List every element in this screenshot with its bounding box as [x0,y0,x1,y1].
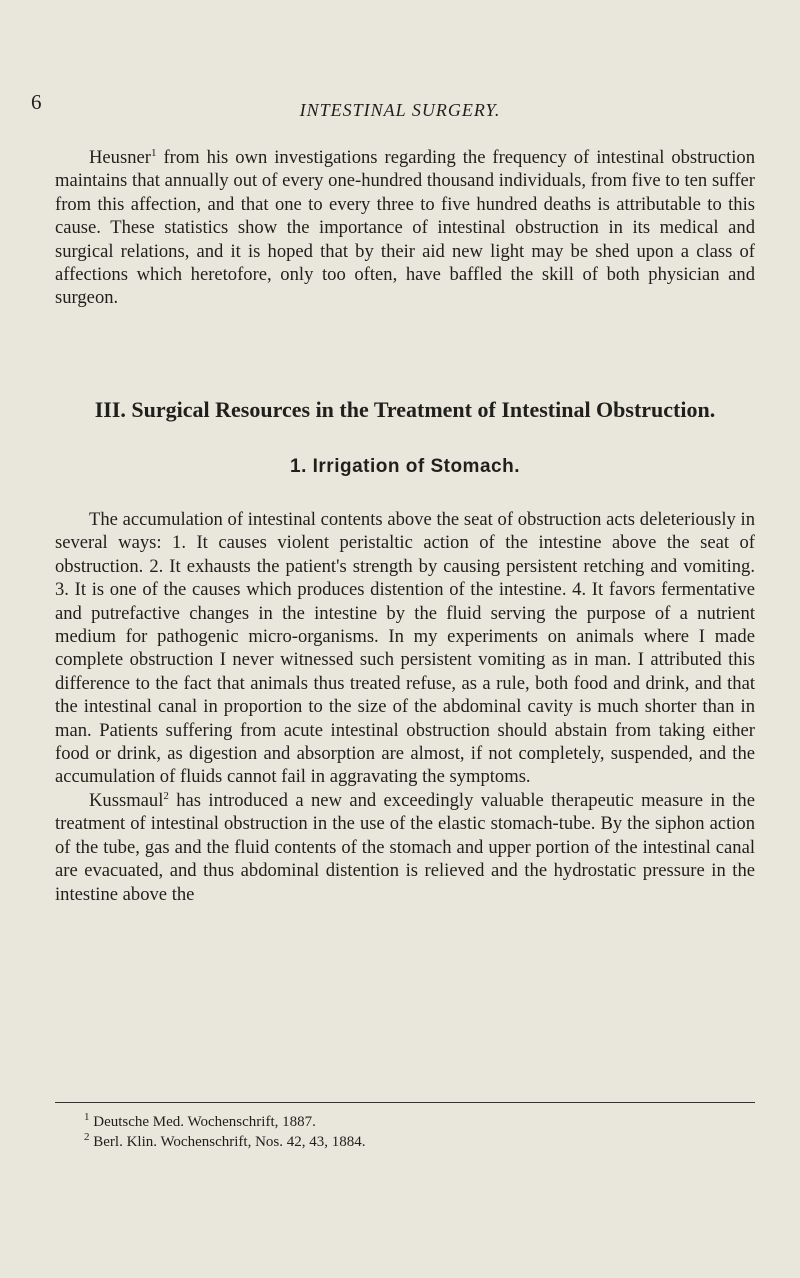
footnote-2 [84,1132,744,1152]
footnote-divider [55,1102,755,1103]
author-heusner: Heusner [89,147,151,168]
footnote-text-1: Deutsche Med. Wochenschrift, 1887. [89,1114,316,1130]
paragraph-heusner-text: from his own investigations regarding the frequency of intestinal obstruction maintains that annually out of every one-hundred thousand individuals, from five to ten suffer from this affection, and that one to every three to five hundred deaths is attributable to this cause. These statistics show the importance of intestinal obstruction in its medical and surgical relations, and it is hoped that by their aid new light may be shed upon a class of affections which heretofore, only too often, have baffled the skill of both physician and surgeon. [55,147,755,309]
footnote-ref-2: 2 [163,789,169,802]
page-number: 6 [31,90,42,114]
main-text-block [55,508,755,906]
footnote-mark-2: 2 [84,1131,90,1143]
paragraph-kussmaul [55,789,755,906]
footnotes [84,1112,744,1152]
subsection-heading: 1. Irrigation of Stomach. [290,456,520,477]
author-kussmaul: Kussmaul [89,789,164,811]
paragraph-heusner [55,146,755,310]
footnote-text-2: Berl. Klin. Wochenschrift, Nos. 42, 43, 1884. [89,1134,366,1150]
running-head: INTESTINAL SURGERY. [299,100,501,120]
section-heading: III. Surgical Resources in the Treatment of Intestinal Obstruction. [94,397,716,422]
footnote-mark-1: 1 [84,1111,90,1123]
paragraph-kussmaul-text: has introduced a new and exceedingly valuable therapeutic measure in the treatment of intestinal obstruction in the use of the elastic stomach-tube. By the siphon action of the tube, gas and the fluid contents of the stomach and upper portion of the intestinal canal are evacuated, and thus abdominal distention is relieved and the hydrostatic pressure in the intestine above the [55,789,755,905]
paragraph-accumulation: The accumulation of intestinal contents above the seat of obstruction acts deleteriously in several ways: 1. It causes violent peristaltic action of the intestine above the seat of obstruction. 2. It exhausts the patient's strength by causing persistent retching and vomiting. 3. It is one of the causes which produces distention of the intestine. 4. It favors fermentative and putrefactive changes in the intestine by the fluid serving the purpose of a nutrient medium for pathogenic micro-organisms. In my experiments on animals where I made complete obstruction I never witnessed such persistent vomiting as in man. I attributed this difference to the fact that animals thus treated refuse, as a rule, both food and drink, and that the intestinal canal in proportion to the size of the abdominal cavity is much shorter than in man. Patients suffering from acute intestinal obstruction should abstain from taking either food or drink, as digestion and absorption are almost, if not completely, suspended, and the accumulation of fluids cannot fail in aggravating the symptoms. [55,509,755,788]
footnote-ref-1: 1 [150,146,157,159]
footnote-1 [84,1112,744,1132]
